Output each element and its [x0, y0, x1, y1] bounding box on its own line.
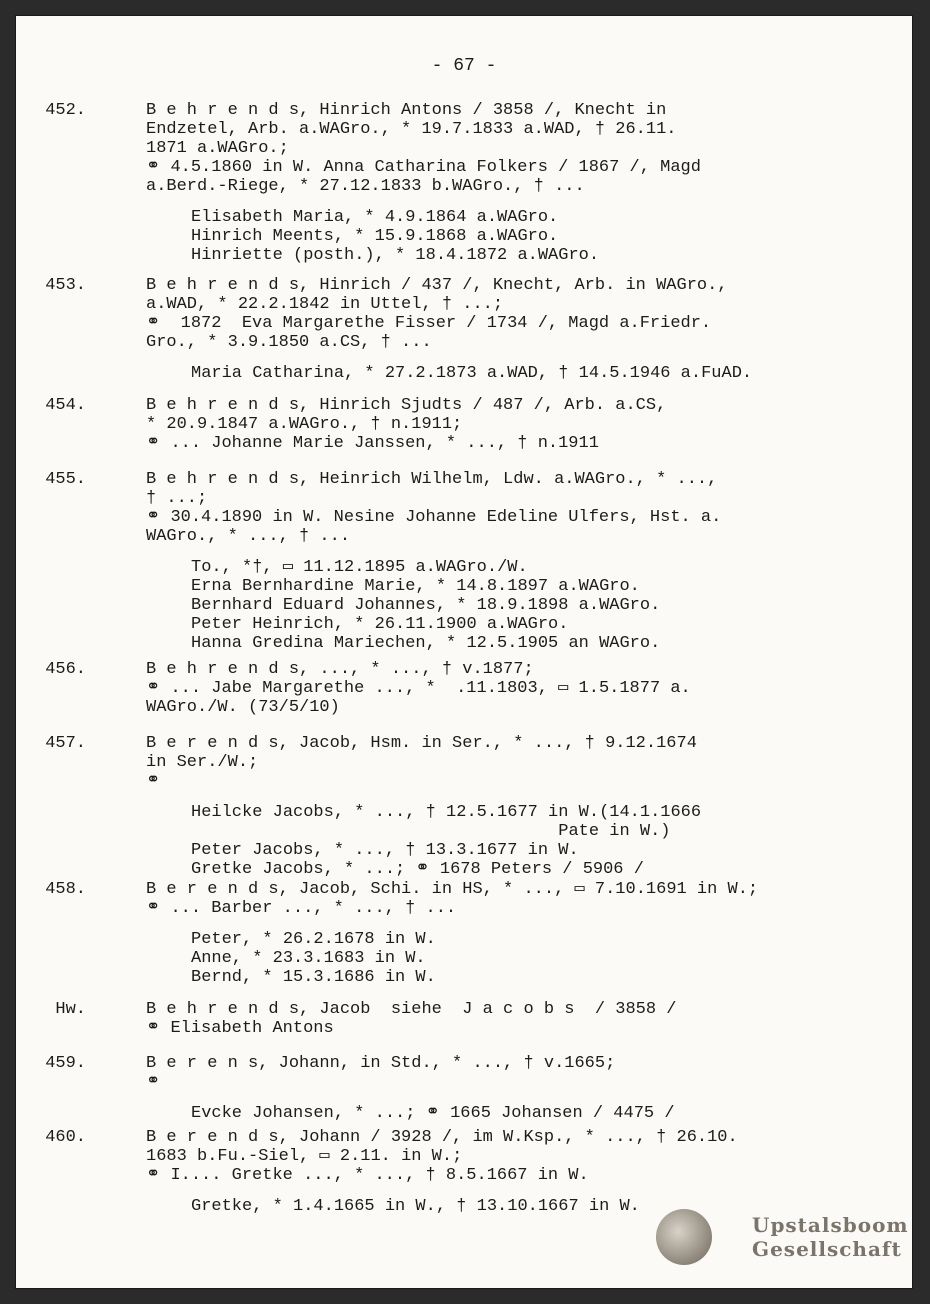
child-line: Peter Jacobs, * ..., † 13.3.1677 in W.	[191, 841, 579, 860]
entry-line: a.WAD, * 22.2.1842 in Uttel, † ...;	[146, 295, 504, 314]
entry-line: ⚭ 4.5.1860 in W. Anna Catharina Folkers / 1867 /, Magd	[146, 158, 701, 177]
entry-line: ⚭ ... Johanne Marie Janssen, * ..., † n.1911	[146, 434, 599, 453]
child-line: Heilcke Jacobs, * ..., † 12.5.1677 in W.(14.1.1666	[191, 803, 702, 822]
entry-number: Hw.	[55, 1000, 86, 1019]
children-list	[191, 558, 721, 653]
entry-number: 453.	[45, 276, 86, 295]
entry-number: 459.	[45, 1054, 86, 1073]
entry-452	[45, 101, 701, 265]
entry-number: 460.	[45, 1128, 86, 1147]
child-line: Gretke Jacobs, * ...; ⚭ 1678 Peters / 5906 /	[191, 860, 644, 879]
child-line: Hanna Gredina Mariechen, * 12.5.1905 an WAGro.	[191, 634, 661, 653]
entry-number: 456.	[45, 660, 86, 679]
child-line: Bernhard Eduard Johannes, * 18.9.1898 a.WAGro.	[191, 596, 661, 615]
entry-line: B e h r e n d s, ..., * ..., † v.1877;	[146, 660, 534, 679]
entry-line: 1683 b.Fu.-Siel, ▭ 2.11. in W.;	[146, 1147, 463, 1166]
child-line: Evcke Johansen, * ...; ⚭ 1665 Johansen / 4475 /	[191, 1104, 675, 1123]
child-line: Peter Heinrich, * 26.11.1900 a.WAGro.	[191, 615, 569, 634]
entry-line: B e h r e n d s, Heinrich Wilhelm, Ldw. a.WAGro., * ...,	[146, 470, 718, 489]
entry-line: in Ser./W.;	[146, 753, 259, 772]
entry-line: B e h r e n d s, Jacob siehe J a c o b s / 3858 /	[146, 1000, 677, 1019]
child-line: Pate in W.)	[191, 822, 671, 841]
child-line: Bernd, * 15.3.1686 in W.	[191, 968, 436, 987]
entry-455	[45, 470, 722, 653]
entry-line: B e h r e n d s, Hinrich Sjudts / 487 /, Arb. a.CS,	[146, 396, 667, 415]
seal-icon	[656, 1209, 712, 1265]
entry-457	[45, 734, 702, 879]
child-line: Peter, * 26.2.1678 in W.	[191, 930, 436, 949]
document-page	[16, 16, 912, 1288]
entry-458	[45, 880, 759, 987]
society-logo	[656, 1209, 909, 1265]
children-list	[191, 364, 752, 383]
entry-line: B e r e n d s, Jacob, Hsm. in Ser., * ..., † 9.12.1674	[146, 734, 697, 753]
entry-454	[45, 396, 667, 453]
entry-460	[45, 1128, 738, 1216]
logo-text	[752, 1213, 909, 1261]
child-line: Erna Bernhardine Marie, * 14.8.1897 a.WAGro.	[191, 577, 640, 596]
entry-line: ⚭	[146, 772, 161, 791]
entry-number: 455.	[45, 470, 86, 489]
entry-line: Gro., * 3.9.1850 a.CS, † ...	[146, 333, 432, 352]
children-list	[191, 1104, 675, 1123]
entry-line: B e r e n s, Johann, in Std., * ..., † v.1665;	[146, 1054, 616, 1073]
entry-line: ⚭ Elisabeth Antons	[146, 1019, 334, 1038]
child-line: Gretke, * 1.4.1665 in W., † 13.10.1667 in W.	[191, 1197, 640, 1216]
child-line: Anne, * 23.3.1683 in W.	[191, 949, 426, 968]
entry-459	[45, 1054, 675, 1123]
entry-line: ⚭ ... Jabe Margarethe ..., * .11.1803, ▭ 1.5.1877 a.	[146, 679, 691, 698]
page-number: - 67 -	[431, 56, 497, 76]
logo-line-2: Gesellschaft	[752, 1237, 902, 1261]
entry-line: Endzetel, Arb. a.WAGro., * 19.7.1833 a.WAD, † 26.11.	[146, 120, 677, 139]
child-line: Elisabeth Maria, * 4.9.1864 a.WAGro.	[191, 208, 559, 227]
entry-number: 452.	[45, 101, 86, 120]
children-list	[191, 803, 701, 879]
entry-line: ⚭ 1872 Eva Margarethe Fisser / 1734 /, Magd a.Friedr.	[146, 314, 712, 333]
entry-line: 1871 a.WAGro.;	[146, 139, 289, 158]
entry-line: ⚭ 30.4.1890 in W. Nesine Johanne Edeline Ulfers, Hst. a.	[146, 508, 722, 527]
entry-number: 457.	[45, 734, 86, 753]
child-line: To., *†, ▭ 11.12.1895 a.WAGro./W.	[191, 558, 528, 577]
entry-line: ⚭ ... Barber ..., * ..., † ...	[146, 899, 457, 918]
logo-line-1: Upstalsboom	[752, 1213, 909, 1237]
entry-line: WAGro., * ..., † ...	[146, 527, 351, 546]
children-list	[191, 208, 701, 265]
child-line: Maria Catharina, * 27.2.1873 a.WAD, † 14.5.1946 a.FuAD.	[191, 364, 753, 383]
entry-line: WAGro./W. (73/5/10)	[146, 698, 340, 717]
entry-number: 454.	[45, 396, 86, 415]
entry-hw	[55, 1000, 677, 1038]
children-list	[191, 930, 758, 987]
entry-line: * 20.9.1847 a.WAGro., † n.1911;	[146, 415, 463, 434]
entry-line: ⚭ I.... Gretke ..., * ..., † 8.5.1667 in W.	[146, 1166, 589, 1185]
child-line: Hinriette (posth.), * 18.4.1872 a.WAGro.	[191, 246, 600, 265]
entry-453	[45, 276, 753, 383]
child-line: Hinrich Meents, * 15.9.1868 a.WAGro.	[191, 227, 559, 246]
entry-line: B e r e n d s, Johann / 3928 /, im W.Ksp., * ..., † 26.10.	[146, 1128, 738, 1147]
entry-line: B e h r e n d s, Hinrich Antons / 3858 /, Knecht in	[146, 101, 667, 120]
entry-line: B e h r e n d s, Hinrich / 437 /, Knecht, Arb. in WAGro.,	[146, 276, 728, 295]
entry-line: ⚭	[146, 1073, 161, 1092]
entry-line: a.Berd.-Riege, * 27.12.1833 b.WAGro., † ...	[146, 177, 585, 196]
entry-line: † ...;	[146, 489, 208, 508]
entry-456	[45, 660, 691, 717]
entry-number: 458.	[45, 880, 86, 899]
entry-line: B e r e n d s, Jacob, Schi. in HS, * ..., ▭ 7.10.1691 in W.;	[146, 880, 759, 899]
